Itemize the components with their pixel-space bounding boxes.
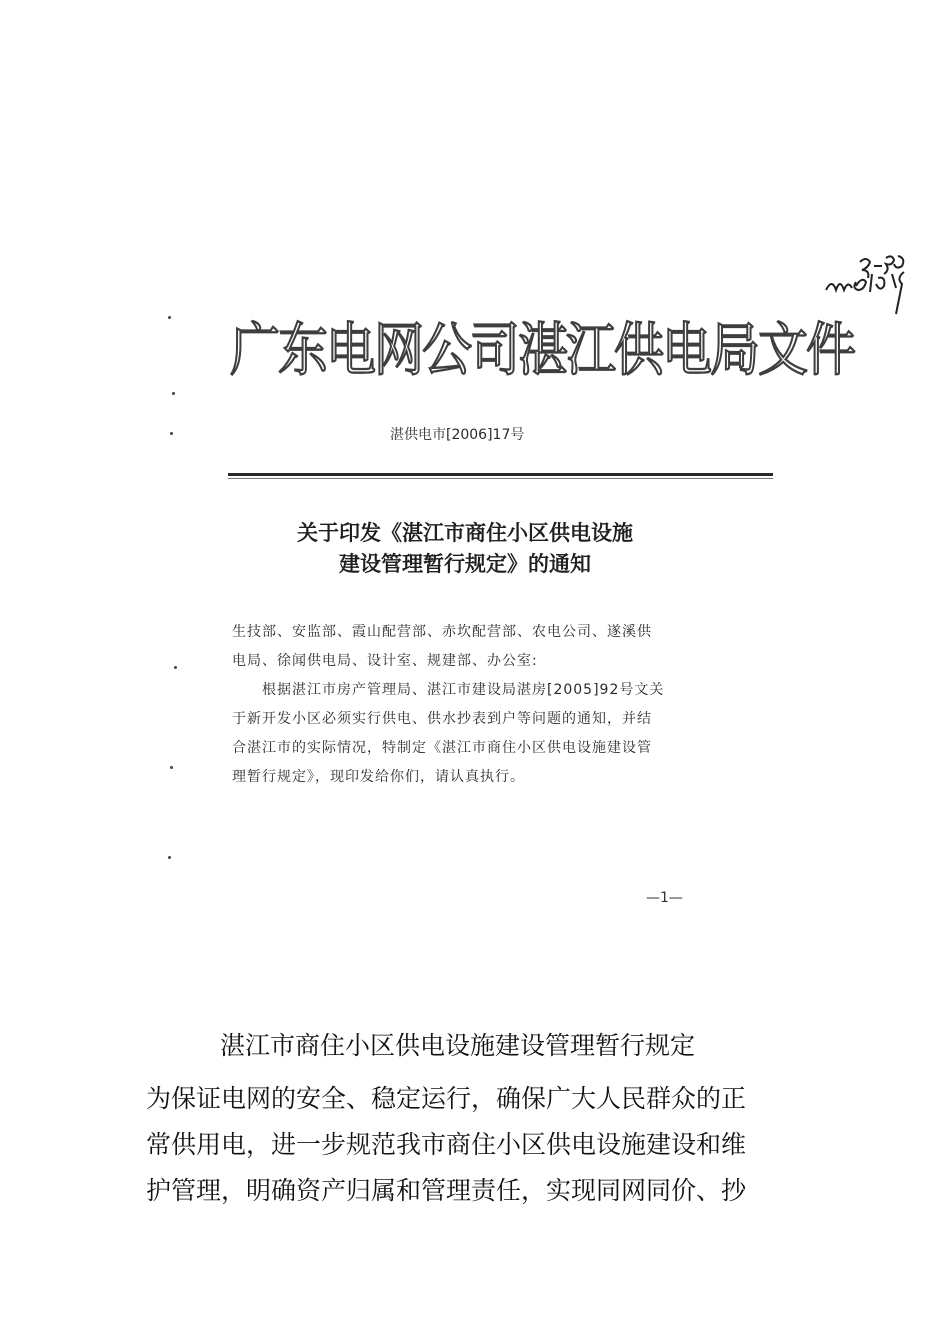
body-line-1: 根据湛江市房产管理局、湛江市建设局湛房[2005]92号文关: [262, 682, 665, 698]
regulation-line-1: 为保证电网的安全、稳定运行，确保广大人民群众的正: [146, 1084, 747, 1113]
scan-speck: [170, 766, 173, 769]
notice-title-line-1: 关于印发《湛江市商住小区供电设施: [297, 521, 633, 545]
scan-speck: [168, 316, 171, 319]
scan-speck: [172, 392, 175, 395]
document-number: 湛供电市[2006]17号: [390, 427, 525, 443]
scan-speck: [174, 666, 177, 669]
recipients-line-1: 生技部、安监部、霞山配营部、赤坎配营部、农电公司、遂溪供: [232, 624, 652, 640]
body-line-4: 理暂行规定》，现印发给你们，请认真执行。: [232, 769, 525, 785]
regulation-line-3: 护管理，明确资产归属和管理责任，实现同网同价、抄: [146, 1176, 747, 1205]
notice-body: [232, 618, 712, 792]
header-divider-thin: [228, 478, 773, 479]
regulation-title: 湛江市商住小区供电设施建设管理暂行规定: [220, 1031, 696, 1060]
notice-title-line-2: 建设管理暂行规定》的通知: [339, 552, 591, 576]
body-line-3: 合湛江市的实际情况，特制定《湛江市商住小区供电设施建设管: [232, 740, 652, 756]
recipients-line-2: 电局、徐闻供电局、设计室、规建部、办公室:: [232, 653, 538, 669]
handwritten-date-mark: [822, 252, 912, 322]
scanned-notice: [150, 120, 854, 1020]
page-number: —1—: [646, 890, 683, 906]
regulation-body: [146, 1076, 806, 1214]
notice-title: [250, 518, 680, 580]
organization-header: 广东电网公司湛江供电局文件: [230, 316, 854, 384]
body-line-2: 于新开发小区必须实行供电、供水抄表到户等问题的通知，并结: [232, 711, 652, 727]
regulation-line-2: 常供用电，进一步规范我市商住小区供电设施建设和维: [146, 1130, 747, 1159]
scan-speck: [170, 432, 173, 435]
scan-speck: [168, 856, 171, 859]
handwritten-note: [822, 252, 912, 322]
header-divider: [228, 473, 773, 476]
